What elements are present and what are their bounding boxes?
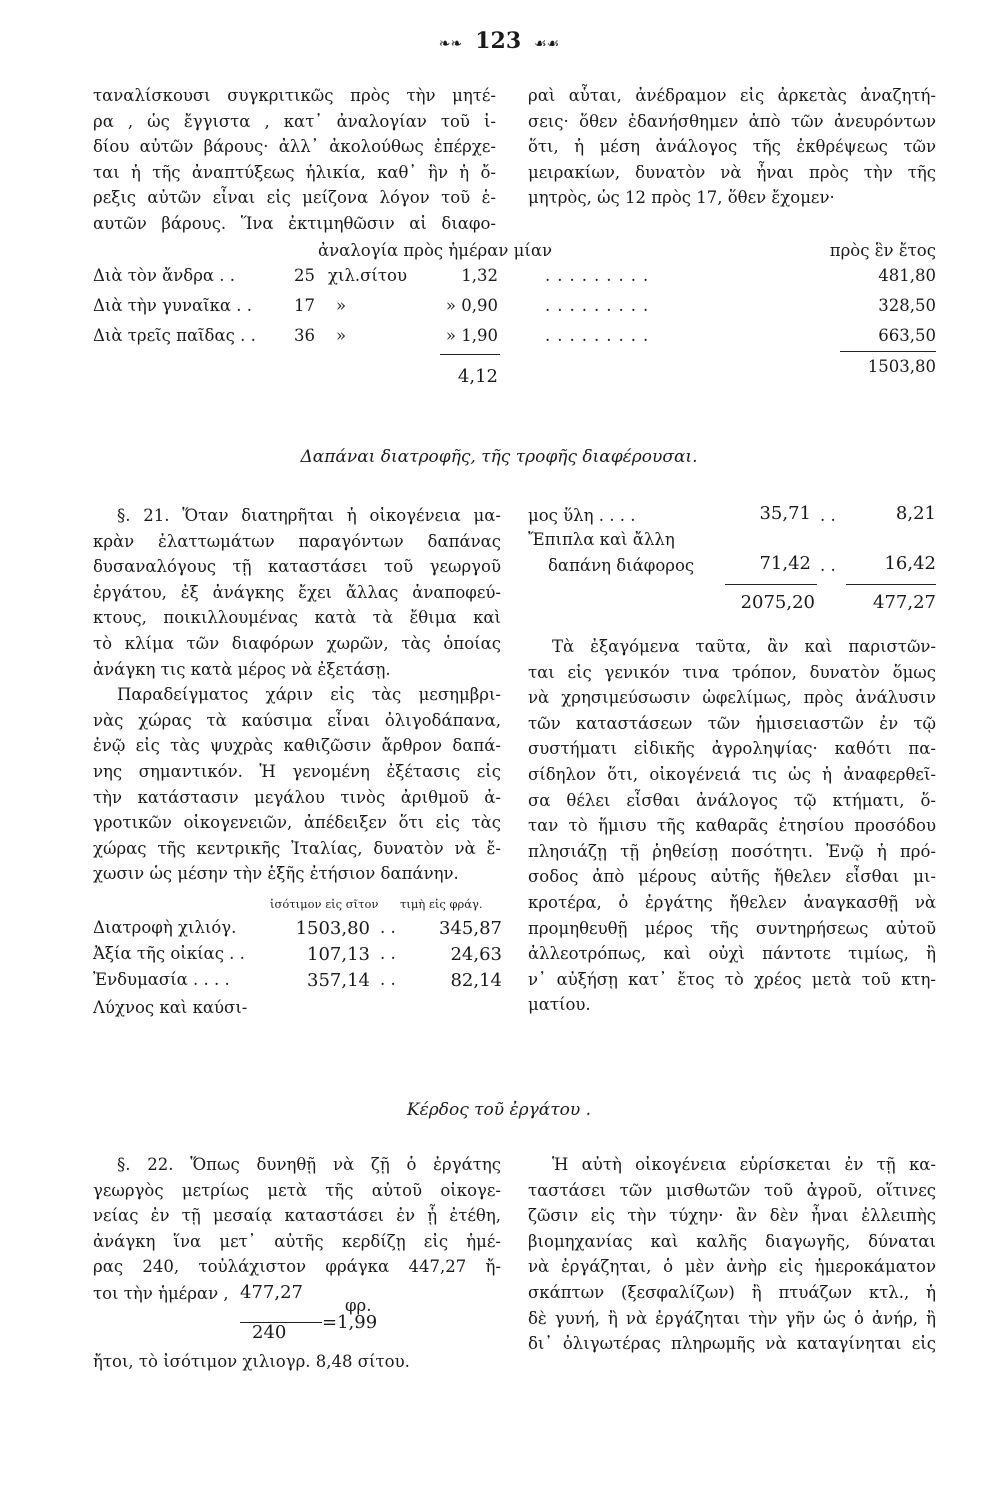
calc-unit: φρ. bbox=[345, 1296, 372, 1315]
sec21-left-column bbox=[93, 503, 501, 887]
top-right-column bbox=[528, 83, 936, 211]
table2-total-price: 477,27 bbox=[873, 592, 936, 613]
text-line: τῶν καταστάσεων τῶν ἡμισειαστῶν ἐν τῷ bbox=[528, 713, 936, 733]
table2-last-label: Λύχνος καὶ καύσι- bbox=[93, 998, 248, 1017]
text-line: κροτέρα, ὁ ἐργάτης ἤθελεν ἀναγκασθῇ νὰ bbox=[528, 892, 936, 912]
row-day: » 1,90 bbox=[445, 326, 498, 345]
text-line: ματίου. bbox=[528, 995, 591, 1015]
text-line: ἀνάγκη τις κατὰ μέρος νὰ ἐξετάσῃ. bbox=[93, 659, 391, 679]
text-line: μειρακίων, δυνατὸν νὰ ἦναι πρὸς τὴν τῆς bbox=[528, 162, 936, 182]
sec22-right-column bbox=[528, 1152, 936, 1357]
section-heading: Δαπάναι διατροφῆς, τῆς τροφῆς διαφέρουσαι. bbox=[300, 447, 698, 467]
row-label: Ἀξία τῆς οἰκίας . . bbox=[93, 944, 245, 963]
row-grain: 71,42 bbox=[759, 553, 811, 574]
table2-total-grain: 2075,20 bbox=[740, 592, 815, 613]
table2-grain-rule bbox=[725, 584, 817, 585]
row-price: 345,87 bbox=[439, 918, 502, 939]
text-line: δι᾽ ὀλιγωτέρας πληρωμῆς νὰ καταγίνηται εἰς bbox=[528, 1334, 936, 1354]
row-price: 82,14 bbox=[450, 970, 502, 991]
text-line: κτους, ποικιλλουμένας κατὰ τὰ ἔθιμα καὶ bbox=[93, 608, 501, 628]
text-line: αυτῶν βάρους. Ἵνα ἐκτιμηθῶσιν αἱ διαφο- bbox=[93, 213, 496, 233]
row-grain: 357,14 bbox=[307, 970, 370, 991]
calc-pre: τοι τὴν ἡμέραν , bbox=[93, 1284, 229, 1303]
text-line: ται ἡ τῆς ἀναπτύξεως ἡλικία, καθ᾽ ἣν ἡ ὄ- bbox=[93, 162, 496, 182]
calc-result: =1,99 bbox=[322, 1312, 378, 1333]
text-line: ἐνῷ εἰς τὰς ψυχρὰς καθιζῶσιν ἄρθρον δαπά- bbox=[93, 736, 501, 756]
row-label: μος ὕλη . . . . bbox=[528, 506, 636, 525]
table2-head-price: τιμὴ εἰς φράγ. bbox=[400, 897, 483, 911]
text-line: τὴν κατάστασιν μεγάλου τινὸς ἀριθμοῦ ἀ- bbox=[93, 787, 501, 807]
text-line: γεωργὸς μετρίως μετὰ τῆς αὐτοῦ οἰκογε- bbox=[93, 1180, 501, 1200]
text-line: ταστάσει τῶν μισθωτῶν τοῦ ἀγροῦ, οἵτινες bbox=[528, 1180, 936, 1200]
text-line: νείας ἐν τῇ μεσαίᾳ καταστάσει ἐν ᾗ ἐτέθη, bbox=[93, 1206, 501, 1226]
row-label: δαπάνη διάφορος bbox=[548, 556, 695, 575]
table1-total-day: 4,12 bbox=[457, 366, 498, 387]
table1-head-day: ἀναλογία πρὸς ἡμέραν μίαν bbox=[318, 241, 553, 260]
text-line: §. 22. Ὅπως δυνηθῇ νὰ ζῇ ὁ ἐργάτης bbox=[117, 1155, 501, 1174]
row-qty: 36 bbox=[294, 326, 315, 345]
text-line: ρεξις αὐτῶν εἶναι εἰς μείζονα λόγον τοῦ ἑ- bbox=[93, 188, 496, 208]
row-dots: ......... bbox=[545, 266, 656, 285]
calc-numerator: 477,27 bbox=[240, 1282, 303, 1303]
row-label: Διὰ τὴν γυναῖκα . . bbox=[93, 296, 253, 315]
row-grain: 1503,80 bbox=[295, 918, 370, 939]
row-sep: . . bbox=[820, 506, 836, 525]
text-line: ρας 240, τοὐλάχιστον φράγκα 447,27 ἤ- bbox=[93, 1257, 501, 1277]
text-line: δυσαναλόγους τῇ καταστάσει τοῦ γεωργοῦ bbox=[93, 557, 501, 577]
ornament-right-icon: ☙☙ bbox=[534, 36, 560, 52]
text-line: σίδηλον ὅτι, οἰκογένειά τις ὡς ἡ ἀναφερθεῖ- bbox=[528, 764, 936, 784]
sec22-left-column bbox=[93, 1152, 501, 1280]
text-line: νὰ ἐργάζηται, ὁ μὲν ἀνὴρ εἰς ἡμεροκάματον bbox=[528, 1257, 936, 1277]
text-line: δίου αὐτῶν βάρους· ἀλλ᾽ ἀκολούθως ἐπέρχε- bbox=[93, 137, 496, 157]
section-heading: Κέρδος τοῦ ἐργάτου . bbox=[406, 1100, 592, 1120]
text-line: γροτικῶν οἰκογενειῶν, ἀπέδειξεν ὅτι εἰς τὰς bbox=[93, 813, 501, 833]
page-header bbox=[0, 28, 998, 54]
table1-head-year: πρὸς ἓν ἔτος bbox=[829, 241, 936, 260]
text-line: χωσιν ὡς μέσην τὴν ἑξῆς ἐτήσιον δαπάνην. bbox=[93, 864, 459, 884]
row-day: 1,32 bbox=[461, 266, 498, 285]
text-line: ταναλίσκουσι συγκριτικῶς πρὸς τὴν μητέ- bbox=[93, 86, 496, 105]
table2-price-rule bbox=[846, 584, 936, 585]
calc-final: ἤτοι, τὸ ἰσότιμον χιλιογρ. 8,48 σίτου. bbox=[93, 1352, 410, 1371]
text-line: ἀνάγκη ἵνα μετ᾽ αὐτῆς κερδίζῃ εἰς ἡμέ- bbox=[93, 1231, 501, 1251]
table1-day-rule bbox=[440, 354, 500, 355]
row-year: 328,50 bbox=[878, 296, 936, 315]
row-unit: χιλ.σίτου bbox=[328, 266, 407, 285]
text-line: προμηθευθῇ μέρος τῆς συντηρήσεως αὐτοῦ bbox=[528, 918, 936, 938]
ornament-left-icon: ❧❧ bbox=[438, 36, 463, 52]
text-line: δὲ γυνή, ἢ νὰ ἐργάζηται τὴν γῆν ὡς ὁ ἀνήρ, ἢ bbox=[528, 1308, 936, 1328]
row-year: 481,80 bbox=[878, 266, 936, 285]
text-line: νὰς χώρας τὰ καύσιμα εἶναι ὀλιγοδάπανα, bbox=[93, 710, 501, 730]
row-label: Ἐνδυμασία . . . . bbox=[93, 970, 230, 989]
text-line: §. 21. Ὅταν διατηρῆται ἡ οἰκογένεια μα- bbox=[117, 506, 501, 525]
sec21-right-column bbox=[528, 634, 936, 1018]
row-label: Ἔπιπλα καὶ ἄλλη bbox=[528, 530, 675, 549]
text-line: κρὰν ἐλαττωμάτων παραγόντων δαπάνας bbox=[93, 531, 501, 551]
text-line: συστήματι εἰδικῆς ἀγροληψίας· καθότι πα- bbox=[528, 739, 936, 759]
text-line: Ἡ αὐτὴ οἰκογένεια εὑρίσκεται ἐν τῇ κα- bbox=[552, 1155, 936, 1174]
row-sep: . . bbox=[820, 556, 836, 575]
row-year: 663,50 bbox=[878, 326, 936, 345]
row-sep: . . bbox=[380, 970, 396, 989]
text-line: ταν τὸ ἥμισυ τῆς καθαρᾶς ἐτησίου προσόδου bbox=[528, 816, 936, 836]
row-qty: 17 bbox=[294, 296, 315, 315]
text-line: ἐργάτου, ἐξ ἀνάγκης ἔχει ἄλλας ἀναποφεύ- bbox=[93, 582, 501, 602]
row-price: 24,63 bbox=[450, 944, 502, 965]
row-label: Διὰ τὸν ἄνδρα . . bbox=[93, 266, 236, 285]
text-line: σοδος ἀπὸ μέρους αὐτῆς ἤθελεν εἶσθαι μι- bbox=[528, 867, 936, 887]
text-line: βιομηχανίας καὶ καλῆς διαγωγῆς, δύναται bbox=[528, 1231, 936, 1251]
table2-head-grain: ἰσότιμον εἰς σῖτον bbox=[270, 897, 379, 911]
text-line: μητρὸς, ὡς 12 πρὸς 17, ὅθεν ἔχομεν· bbox=[528, 188, 835, 208]
text-line: χώρας τῆς κεντρικῆς Ἰταλίας, δυνατὸν νὰ ἔ- bbox=[93, 838, 501, 858]
text-line: ζῶσιν εἰς τὴν τύχην· ἂν δὲν ἦναι ἐλλειπὴς bbox=[528, 1206, 936, 1226]
text-line: Τὰ ἐξαγόμενα ταῦτα, ἂν καὶ παριστῶν- bbox=[552, 637, 936, 656]
row-dots: ......... bbox=[545, 326, 656, 345]
row-grain: 35,71 bbox=[759, 503, 811, 524]
text-line: ρα , ὡς ἔγγιστα , κατ᾽ ἀναλογίαν τοῦ ἰ- bbox=[93, 111, 496, 131]
text-line: νὰ χρησιμεύσωσιν ὠφελίμως, πρὸς ἀνάλυσιν bbox=[528, 688, 936, 708]
table1-year-rule bbox=[840, 351, 936, 352]
text-line: ἀλλεοτρόπως, καὶ οὐχὶ πάντοτε τιμίως, ἢ bbox=[528, 944, 936, 964]
table1-total-year: 1503,80 bbox=[867, 357, 936, 376]
row-sep: . . bbox=[380, 944, 396, 963]
text-line: Παραδείγματος χάριν εἰς τὰς μεσημβρι- bbox=[117, 685, 501, 705]
row-dots: ......... bbox=[545, 296, 656, 315]
row-price: 16,42 bbox=[884, 553, 936, 574]
calc-denominator: 240 bbox=[252, 1322, 287, 1343]
row-unit: » bbox=[336, 296, 347, 315]
row-label: Διατροφὴ χιλιόγ. bbox=[93, 918, 237, 937]
text-line: σα θέλει εἶσθαι ἀνάλογος τῷ κτήματι, ὅ- bbox=[528, 790, 936, 810]
row-sep: . . bbox=[380, 918, 396, 937]
text-line: ὅτι, ἡ μέση ἀνάλογος τῆς ἐκθρέψεως τῶν bbox=[528, 137, 936, 157]
text-line: σκάπτων (ξεσφαλίζων) ἢ πτυάζων κτλ., ἡ bbox=[528, 1282, 936, 1302]
text-line: ν᾽ αὐξήσῃ κατ᾽ ἔτος τὸ χρέος μετὰ τοῦ κτη- bbox=[528, 969, 936, 989]
text-line: ται εἰς γενικόν τινα τρόπον, δυνατὸν ὅμως bbox=[528, 662, 936, 682]
text-line: πλησιάζῃ τῇ ῥηθείσῃ ποσότητι. Ἐνῷ ἡ πρό- bbox=[528, 841, 936, 861]
text-line: νης σημαντικόν. Ἡ γενομένη ἐξέτασις εἰς bbox=[93, 761, 501, 781]
row-qty: 25 bbox=[294, 266, 315, 285]
text-line: ραὶ αὗται, ἀνέδραμον εἰς ἀρκετὰς ἀναζητή- bbox=[528, 86, 936, 105]
page-number: 123 bbox=[475, 28, 522, 54]
row-label: Διὰ τρεῖς παῖδας . . bbox=[93, 326, 256, 345]
row-unit: » bbox=[336, 326, 347, 345]
row-price: 8,21 bbox=[895, 503, 936, 524]
text-line: τὸ κλίμα τῶν διαφόρων χωρῶν, τὰς ὁποίας bbox=[93, 633, 501, 653]
top-left-column bbox=[93, 83, 496, 237]
row-grain: 107,13 bbox=[307, 944, 370, 965]
row-day: » 0,90 bbox=[445, 296, 498, 315]
text-line: σεις· ὅθεν ἐδανήσθημεν ἀπὸ τῶν ἀνευρόντων bbox=[528, 111, 936, 131]
